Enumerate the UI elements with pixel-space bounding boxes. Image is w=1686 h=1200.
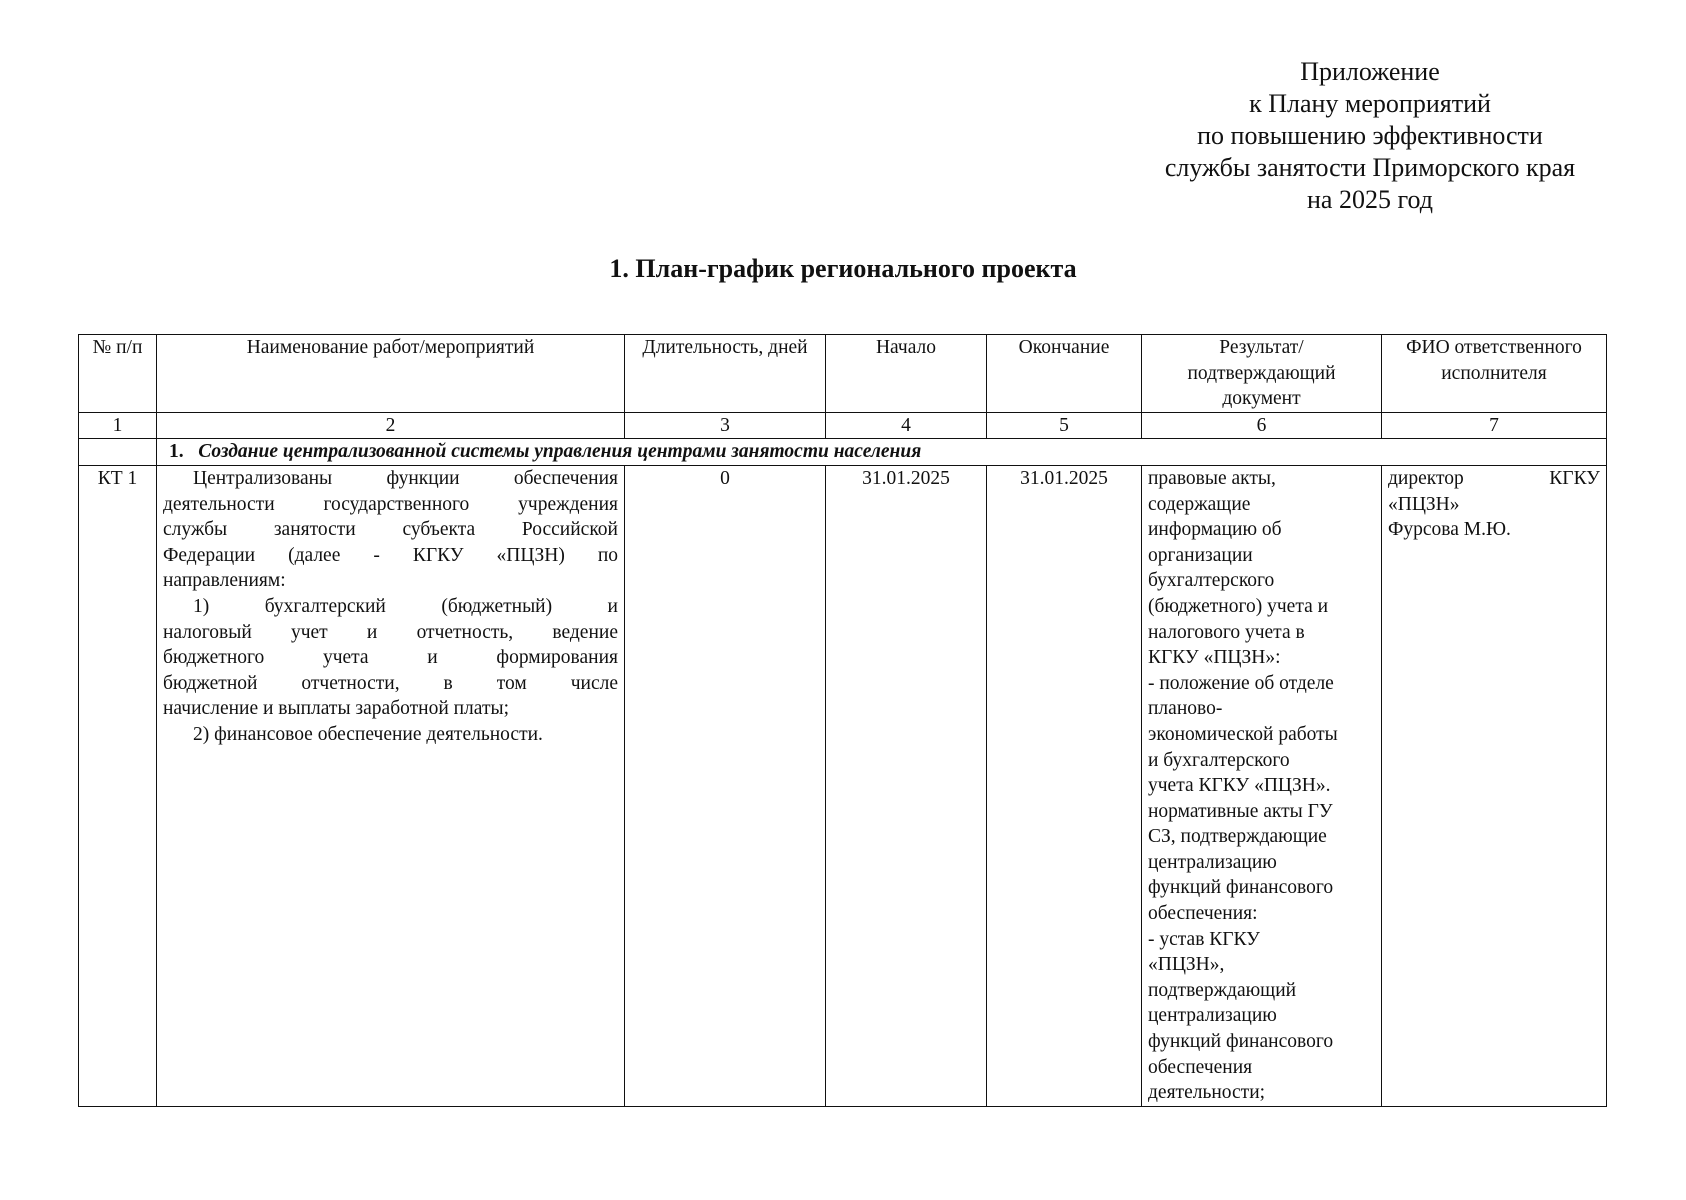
row-executor [1382,465,1607,1106]
column-number-row [79,412,1607,439]
column-number: 4 [826,412,987,439]
section-title: Создание централизованной системы управления центрами занятости населения [198,441,922,463]
appendix-line: на 2025 год [1307,185,1433,214]
column-number: 3 [625,412,826,439]
row-result-line: (бюджетного) учета и [1148,595,1329,617]
row-result-line: информацию об [1148,519,1282,541]
header-row [79,335,1607,413]
table-row [79,465,1607,1106]
section-row [79,439,1607,466]
row-name-line: бюджетной отчетности, в том числе [163,672,618,694]
page-title: 1. План-график регионального проекта [609,254,1077,283]
column-number: 5 [987,412,1142,439]
row-result [1142,465,1382,1106]
row-name-line: службы занятости субъекта Российской [163,519,618,541]
column-number: 1 [79,412,157,439]
row-executor-line: «ПЦЗН» [1388,493,1460,515]
row-executor-line: Фурсова М.Ю. [1388,519,1511,541]
row-name-line: 1) бухгалтерский (бюджетный) и [193,595,618,617]
row-result-line: «ПЦЗН», [1148,954,1225,976]
row-result-line: подтверждающий [1148,979,1297,1001]
row-name [157,465,625,1106]
column-number: 2 [157,412,625,439]
plan-table [78,334,1607,1107]
row-executor-line: директор КГКУ [1388,467,1600,489]
row-end: 31.01.2025 [987,465,1142,1106]
row-result-line: функций финансового [1148,877,1334,899]
appendix-line: Приложение [1300,57,1440,86]
row-result-line: централизацию [1148,1005,1277,1027]
row-name-line: налоговый учет и отчетность, ведение [163,621,618,643]
row-name-line: направлениям: [163,570,286,592]
row-result-line: - устав КГКУ [1148,928,1260,950]
appendix-line: к Плану мероприятий [1249,89,1491,118]
header-executor: ФИО ответственного исполнителя [1382,335,1607,413]
row-result-line: налогового учета в [1148,621,1305,643]
row-result-line: бухгалтерского [1148,570,1275,592]
column-number: 6 [1142,412,1382,439]
row-result-line: содержащие [1148,493,1251,515]
row-result-line: обеспечения [1148,1056,1253,1078]
section-title-cell [157,439,1607,466]
header-number: № п/п [79,335,157,413]
row-result-line: экономической работы [1148,723,1338,745]
row-id: КТ 1 [79,465,157,1106]
row-result-line: учета КГКУ «ПЦЗН». [1148,775,1331,797]
column-number: 7 [1382,412,1607,439]
header-result: Результат/ подтверждающий документ [1142,335,1382,413]
row-result-line: - положение об отделе [1148,672,1334,694]
row-result-line: деятельности; [1148,1082,1266,1104]
row-result-line: обеспечения: [1148,903,1258,925]
row-name-line: 2) финансовое обеспечение деятельности. [193,723,543,745]
appendix-block [1140,56,1600,216]
row-name-line: начисление и выплаты заработной платы; [163,698,509,720]
row-result-line: функций финансового [1148,1031,1334,1053]
header-name: Наименование работ/мероприятий [157,335,625,413]
header-duration: Длительность, дней [625,335,826,413]
row-name-line: Федерации (далее - КГКУ «ПЦЗН) по [163,544,618,566]
header-end: Окончание [987,335,1142,413]
appendix-line: службы занятости Приморского края [1164,153,1576,182]
row-result-line: нормативные акты ГУ [1148,800,1333,822]
row-result-line: правовые акты, [1148,467,1276,489]
row-result-line: централизацию [1148,851,1277,873]
row-duration: 0 [625,465,826,1106]
section-number: 1. [169,441,184,463]
row-result-line: СЗ, подтверждающие [1148,826,1327,848]
row-name-line: бюджетного учета и формирования [163,647,618,669]
row-result-line: планово- [1148,698,1223,720]
row-name-line: деятельности государственного учреждения [163,493,618,515]
row-name-line: Централизованы функции обеспечения [193,467,618,489]
header-start: Начало [826,335,987,413]
row-result-line: организации [1148,544,1253,566]
row-start: 31.01.2025 [826,465,987,1106]
section-number-cell [79,439,157,466]
row-result-line: КГКУ «ПЦЗН»: [1148,647,1281,669]
row-result-line: и бухгалтерского [1148,749,1290,771]
appendix-line: по повышению эффективности [1197,121,1543,150]
